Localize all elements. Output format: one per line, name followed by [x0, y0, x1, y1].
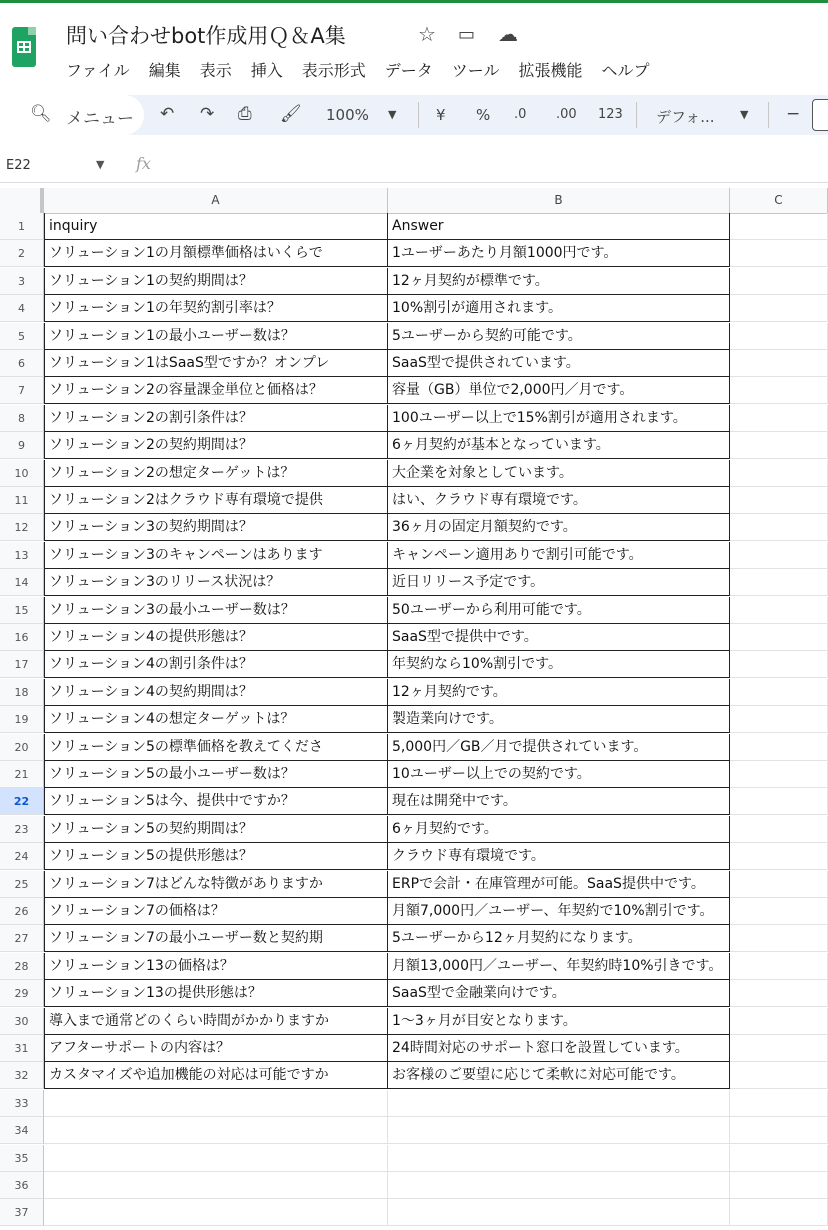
- font-chevron-down-icon[interactable]: ▼: [740, 108, 749, 121]
- table-row: [0, 213, 828, 240]
- cell-inquiry[interactable]: ソリューション1の月額標準価格はいくらで: [44, 240, 388, 267]
- row-header[interactable]: 12: [0, 514, 44, 541]
- table-row: [0, 925, 828, 952]
- formula-bar: [0, 150, 828, 183]
- cell-empty[interactable]: [730, 1117, 828, 1144]
- cell-answer[interactable]: お客様のご要望に応じて柔軟に対応可能です。: [388, 1062, 730, 1089]
- cell-answer[interactable]: ERPで会計・在庫管理が可能。SaaS提供中です。: [388, 871, 730, 898]
- font-size-input[interactable]: [812, 99, 828, 131]
- cell-inquiry[interactable]: ソリューション5の最小ユーザー数は？: [44, 761, 388, 788]
- cell-answer[interactable]: 1〜3ヶ月が目安となります。: [388, 1008, 730, 1035]
- redo-icon[interactable]: ↷: [200, 104, 215, 124]
- cell-inquiry[interactable]: ソリューション13の提供形態は？: [44, 980, 388, 1007]
- row-header[interactable]: 30: [0, 1008, 44, 1035]
- table-row: [0, 1062, 828, 1089]
- cell-empty[interactable]: [730, 898, 828, 925]
- cell-inquiry[interactable]: ソリューション4の想定ターゲットは？: [44, 706, 388, 733]
- cell-inquiry[interactable]: ソリューション1の年契約割引率は？: [44, 295, 388, 322]
- row-header[interactable]: 17: [0, 651, 44, 678]
- table-row: [0, 1035, 828, 1062]
- cell-inquiry[interactable]: [44, 1117, 388, 1144]
- font-size-decrease-button[interactable]: −: [786, 104, 801, 124]
- cell-empty[interactable]: [730, 350, 828, 377]
- row-header[interactable]: 34: [0, 1117, 44, 1144]
- cell-inquiry[interactable]: ソリューション2の契約期間は？: [44, 432, 388, 459]
- cell-answer[interactable]: クラウド専有環境です。: [388, 843, 730, 870]
- font-select[interactable]: デフォ...: [656, 108, 715, 126]
- cell-answer[interactable]: [388, 1090, 730, 1117]
- cloud-icon[interactable]: ☁: [498, 22, 518, 46]
- row-header[interactable]: 35: [0, 1145, 44, 1172]
- search-icon: 🔍︎: [30, 104, 52, 124]
- cell-answer[interactable]: キャンペーン適用ありで割引可能です。: [388, 542, 730, 569]
- table-row: [0, 405, 828, 432]
- row-header[interactable]: 25: [0, 871, 44, 898]
- table-row: [0, 1117, 828, 1144]
- cell-empty[interactable]: [730, 816, 828, 843]
- table-row: [0, 734, 828, 761]
- cell-empty[interactable]: [730, 487, 828, 514]
- cell-empty[interactable]: [730, 1008, 828, 1035]
- cell-answer[interactable]: SaaS型で提供中です。: [388, 624, 730, 651]
- row-header[interactable]: 9: [0, 432, 44, 459]
- cell-inquiry[interactable]: ソリューション5の標準価格を教えてくださ: [44, 734, 388, 761]
- row-header[interactable]: 4: [0, 295, 44, 322]
- cell-inquiry[interactable]: 導入まで通常どのくらい時間がかかりますか: [44, 1008, 388, 1035]
- cell-inquiry[interactable]: ソリューション2の割引条件は？: [44, 405, 388, 432]
- row-header[interactable]: 24: [0, 843, 44, 870]
- cell-answer[interactable]: [388, 1145, 730, 1172]
- row-header[interactable]: 3: [0, 268, 44, 295]
- print-icon[interactable]: ⎙: [238, 104, 252, 124]
- row-header[interactable]: 1: [0, 213, 44, 240]
- cell-answer[interactable]: Answer: [388, 213, 730, 240]
- table-row: [0, 679, 828, 706]
- cell-empty[interactable]: [730, 514, 828, 541]
- folder-icon[interactable]: ▭: [458, 24, 476, 45]
- top-accent-line: [0, 0, 828, 3]
- cell-empty[interactable]: [730, 980, 828, 1007]
- row-header[interactable]: 22: [0, 788, 44, 815]
- menu-bar: [66, 58, 649, 81]
- cell-answer[interactable]: 製造業向けです。: [388, 706, 730, 733]
- cell-empty[interactable]: [730, 925, 828, 952]
- cell-empty[interactable]: [730, 268, 828, 295]
- cell-inquiry[interactable]: カスタマイズや追加機能の対応は可能ですか: [44, 1062, 388, 1089]
- cell-answer[interactable]: SaaS型で金融業向けです。: [388, 980, 730, 1007]
- menu-format[interactable]: 表示形式: [301, 61, 366, 80]
- column-header-b[interactable]: B: [388, 188, 730, 213]
- number-format-button[interactable]: 123: [598, 107, 623, 122]
- menu-extensions[interactable]: 拡張機能: [518, 61, 583, 80]
- sheets-logo-icon[interactable]: [12, 27, 36, 67]
- table-row: [0, 980, 828, 1007]
- cell-inquiry[interactable]: ソリューション3の最小ユーザー数は？: [44, 597, 388, 624]
- cell-answer[interactable]: 5,000円／GB／月で提供されています。: [388, 734, 730, 761]
- cell-empty[interactable]: [730, 953, 828, 980]
- table-row: [0, 323, 828, 350]
- undo-icon[interactable]: ↶: [160, 104, 175, 124]
- cell-answer[interactable]: 5ユーザーから契約可能です。: [388, 323, 730, 350]
- paint-format-icon[interactable]: 🖌︎: [280, 104, 302, 124]
- row-header[interactable]: 23: [0, 816, 44, 843]
- cell-inquiry[interactable]: [44, 1145, 388, 1172]
- cell-empty[interactable]: [730, 213, 828, 240]
- column-header-row: [0, 188, 828, 214]
- table-row: [0, 487, 828, 514]
- cell-inquiry[interactable]: ソリューション5の提供形態は？: [44, 843, 388, 870]
- cell-inquiry[interactable]: ソリューション4の提供形態は？: [44, 624, 388, 651]
- table-row: [0, 268, 828, 295]
- cell-inquiry[interactable]: ソリューション7の最小ユーザー数と契約期: [44, 925, 388, 952]
- cell-answer[interactable]: 年契約なら10%割引です。: [388, 651, 730, 678]
- table-row: [0, 1008, 828, 1035]
- table-row: [0, 569, 828, 596]
- cell-answer[interactable]: [388, 1117, 730, 1144]
- cell-empty[interactable]: [730, 1145, 828, 1172]
- cell-answer[interactable]: 現在は開発中です。: [388, 788, 730, 815]
- table-row: [0, 542, 828, 569]
- row-header[interactable]: 13: [0, 542, 44, 569]
- row-header[interactable]: 8: [0, 405, 44, 432]
- cell-empty[interactable]: [730, 323, 828, 350]
- cell-answer[interactable]: 36ヶ月の固定月額契約です。: [388, 514, 730, 541]
- cell-empty[interactable]: [730, 624, 828, 651]
- table-row: [0, 816, 828, 843]
- cell-empty[interactable]: [730, 405, 828, 432]
- row-header[interactable]: 2: [0, 240, 44, 267]
- row-header[interactable]: 18: [0, 679, 44, 706]
- cell-answer[interactable]: 24時間対応のサポート窓口を設置しています。: [388, 1035, 730, 1062]
- name-box-chevron-down-icon[interactable]: ▼: [96, 158, 105, 171]
- cell-empty[interactable]: [730, 460, 828, 487]
- menu-edit[interactable]: 編集: [148, 61, 181, 80]
- cell-inquiry[interactable]: ソリューション4の契約期間は？: [44, 679, 388, 706]
- cell-answer[interactable]: [388, 1199, 730, 1226]
- cell-inquiry[interactable]: ソリューション3の契約期間は？: [44, 514, 388, 541]
- cell-empty[interactable]: [730, 1035, 828, 1062]
- cell-empty[interactable]: [730, 734, 828, 761]
- table-row: [0, 706, 828, 733]
- table-row: [0, 761, 828, 788]
- row-header[interactable]: 10: [0, 460, 44, 487]
- menu-view[interactable]: 表示: [199, 61, 232, 80]
- table-row: [0, 788, 828, 815]
- table-row: [0, 1199, 828, 1226]
- currency-format-button[interactable]: ¥: [436, 106, 446, 124]
- percent-format-button[interactable]: %: [476, 106, 491, 124]
- cell-empty[interactable]: [730, 871, 828, 898]
- row-header[interactable]: 26: [0, 898, 44, 925]
- row-header[interactable]: 33: [0, 1090, 44, 1117]
- cell-answer[interactable]: 大企業を対象としています。: [388, 460, 730, 487]
- cell-answer[interactable]: [388, 1172, 730, 1199]
- star-icon[interactable]: ☆: [418, 22, 436, 46]
- cell-empty[interactable]: [730, 1199, 828, 1226]
- row-header[interactable]: 5: [0, 323, 44, 350]
- cell-inquiry[interactable]: ソリューション4の割引条件は？: [44, 651, 388, 678]
- menu-tools[interactable]: ツール: [451, 61, 500, 80]
- cell-inquiry[interactable]: inquiry: [44, 213, 388, 240]
- cell-empty[interactable]: [730, 843, 828, 870]
- toolbar-divider: [768, 102, 769, 128]
- table-row: [0, 1090, 828, 1117]
- cell-answer[interactable]: 10%割引が適用されます。: [388, 295, 730, 322]
- cell-inquiry[interactable]: ソリューション3のリリース状況は？: [44, 569, 388, 596]
- cell-empty[interactable]: [730, 1172, 828, 1199]
- cell-answer[interactable]: 100ユーザー以上で15%割引が適用されます。: [388, 405, 730, 432]
- cell-answer[interactable]: 6ヶ月契約が基本となっています。: [388, 432, 730, 459]
- name-box[interactable]: E22: [6, 158, 31, 173]
- cell-inquiry[interactable]: ソリューション1の最小ユーザー数は？: [44, 323, 388, 350]
- cell-empty[interactable]: [730, 1062, 828, 1089]
- cell-inquiry[interactable]: ソリューション2の容量課金単位と価格は？: [44, 377, 388, 404]
- column-header-c[interactable]: C: [730, 188, 828, 213]
- cell-empty[interactable]: [730, 542, 828, 569]
- cell-inquiry[interactable]: ソリューション5は今、提供中ですか？: [44, 788, 388, 815]
- table-row: [0, 871, 828, 898]
- cell-empty[interactable]: [730, 240, 828, 267]
- table-row: [0, 514, 828, 541]
- menu-file[interactable]: ファイル: [66, 61, 130, 80]
- cell-empty[interactable]: [730, 295, 828, 322]
- row-header[interactable]: 29: [0, 980, 44, 1007]
- table-row: [0, 240, 828, 267]
- column-header-a[interactable]: A: [44, 188, 388, 213]
- toolbar-divider: [636, 102, 637, 128]
- row-header[interactable]: 19: [0, 706, 44, 733]
- cell-answer[interactable]: 12ヶ月契約です。: [388, 679, 730, 706]
- table-row: [0, 597, 828, 624]
- cell-empty[interactable]: [730, 377, 828, 404]
- row-header[interactable]: 31: [0, 1035, 44, 1062]
- cell-empty[interactable]: [730, 761, 828, 788]
- toolbar-divider: [418, 102, 419, 128]
- cell-answer[interactable]: SaaS型で提供されています。: [388, 350, 730, 377]
- row-header[interactable]: 6: [0, 350, 44, 377]
- table-row: [0, 1145, 828, 1172]
- cell-answer[interactable]: 12ヶ月契約が標準です。: [388, 268, 730, 295]
- increase-decimal-button[interactable]: .00: [556, 107, 577, 122]
- cell-inquiry[interactable]: ソリューション5の契約期間は？: [44, 816, 388, 843]
- cell-answer[interactable]: 月額13,000円／ユーザー、年契約時10%引きです。: [388, 953, 730, 980]
- document-title[interactable]: 問い合わせbot作成用Ｑ＆A集: [66, 24, 346, 48]
- cell-answer[interactable]: 10ユーザー以上での契約です。: [388, 761, 730, 788]
- cell-answer[interactable]: 1ユーザーあたり月額1000円です。: [388, 240, 730, 267]
- cell-inquiry[interactable]: ソリューション7はどんな特徴がありますか: [44, 871, 388, 898]
- row-header[interactable]: 27: [0, 925, 44, 952]
- cell-inquiry[interactable]: ソリューション2はクラウド専有環境で提供: [44, 487, 388, 514]
- table-row: [0, 350, 828, 377]
- table-row: [0, 843, 828, 870]
- row-header[interactable]: 20: [0, 734, 44, 761]
- row-header[interactable]: 11: [0, 487, 44, 514]
- cell-inquiry[interactable]: ソリューション13の価格は？: [44, 953, 388, 980]
- table-row: [0, 377, 828, 404]
- cell-empty[interactable]: [730, 569, 828, 596]
- cell-answer[interactable]: 6ヶ月契約です。: [388, 816, 730, 843]
- row-header[interactable]: 15: [0, 597, 44, 624]
- zoom-select[interactable]: 100%: [326, 106, 369, 124]
- table-row: [0, 460, 828, 487]
- cell-inquiry[interactable]: ソリューション1はSaaS型ですか？オンプレ: [44, 350, 388, 377]
- table-row: [0, 651, 828, 678]
- cell-inquiry[interactable]: アフターサポートの内容は？: [44, 1035, 388, 1062]
- cell-answer[interactable]: 5ユーザーから12ヶ月契約になります。: [388, 925, 730, 952]
- cell-empty[interactable]: [730, 597, 828, 624]
- zoom-chevron-down-icon[interactable]: ▼: [388, 108, 397, 121]
- table-row: [0, 1172, 828, 1199]
- cell-empty[interactable]: [730, 432, 828, 459]
- row-header[interactable]: 7: [0, 377, 44, 404]
- cell-inquiry[interactable]: [44, 1199, 388, 1226]
- cell-inquiry[interactable]: [44, 1090, 388, 1117]
- function-icon: fx: [136, 154, 151, 173]
- cell-inquiry[interactable]: ソリューション7の価格は？: [44, 898, 388, 925]
- row-header[interactable]: 14: [0, 569, 44, 596]
- table-row: [0, 624, 828, 651]
- cell-answer[interactable]: 50ユーザーから利用可能です。: [388, 597, 730, 624]
- select-all-corner[interactable]: [0, 188, 44, 213]
- cell-inquiry[interactable]: ソリューション2の想定ターゲットは？: [44, 460, 388, 487]
- cell-inquiry[interactable]: [44, 1172, 388, 1199]
- decrease-decimal-button[interactable]: .0: [514, 107, 527, 122]
- menu-insert[interactable]: 挿入: [250, 61, 283, 80]
- row-header[interactable]: 21: [0, 761, 44, 788]
- row-header[interactable]: 36: [0, 1172, 44, 1199]
- cell-answer[interactable]: 容量（GB）単位で2,000円／月です。: [388, 377, 730, 404]
- table-row: [0, 953, 828, 980]
- cell-inquiry[interactable]: ソリューション1の契約期間は？: [44, 268, 388, 295]
- cell-empty[interactable]: [730, 679, 828, 706]
- menu-search-label: メニュー: [66, 109, 134, 129]
- table-row: [0, 432, 828, 459]
- row-header[interactable]: 37: [0, 1199, 44, 1226]
- cell-empty[interactable]: [730, 651, 828, 678]
- cell-answer[interactable]: 近日リリース予定です。: [388, 569, 730, 596]
- cell-empty[interactable]: [730, 1090, 828, 1117]
- menu-data[interactable]: データ: [384, 61, 433, 80]
- menu-help[interactable]: ヘルプ: [601, 61, 650, 80]
- cell-answer[interactable]: はい、クラウド専有環境です。: [388, 487, 730, 514]
- table-row: [0, 898, 828, 925]
- cell-inquiry[interactable]: ソリューション3のキャンペーンはあります: [44, 542, 388, 569]
- cell-empty[interactable]: [730, 788, 828, 815]
- table-row: [0, 295, 828, 322]
- row-header[interactable]: 28: [0, 953, 44, 980]
- row-header[interactable]: 32: [0, 1062, 44, 1089]
- row-header[interactable]: 16: [0, 624, 44, 651]
- cell-empty[interactable]: [730, 706, 828, 733]
- cell-answer[interactable]: 月額7,000円／ユーザー、年契約で10%割引です。: [388, 898, 730, 925]
